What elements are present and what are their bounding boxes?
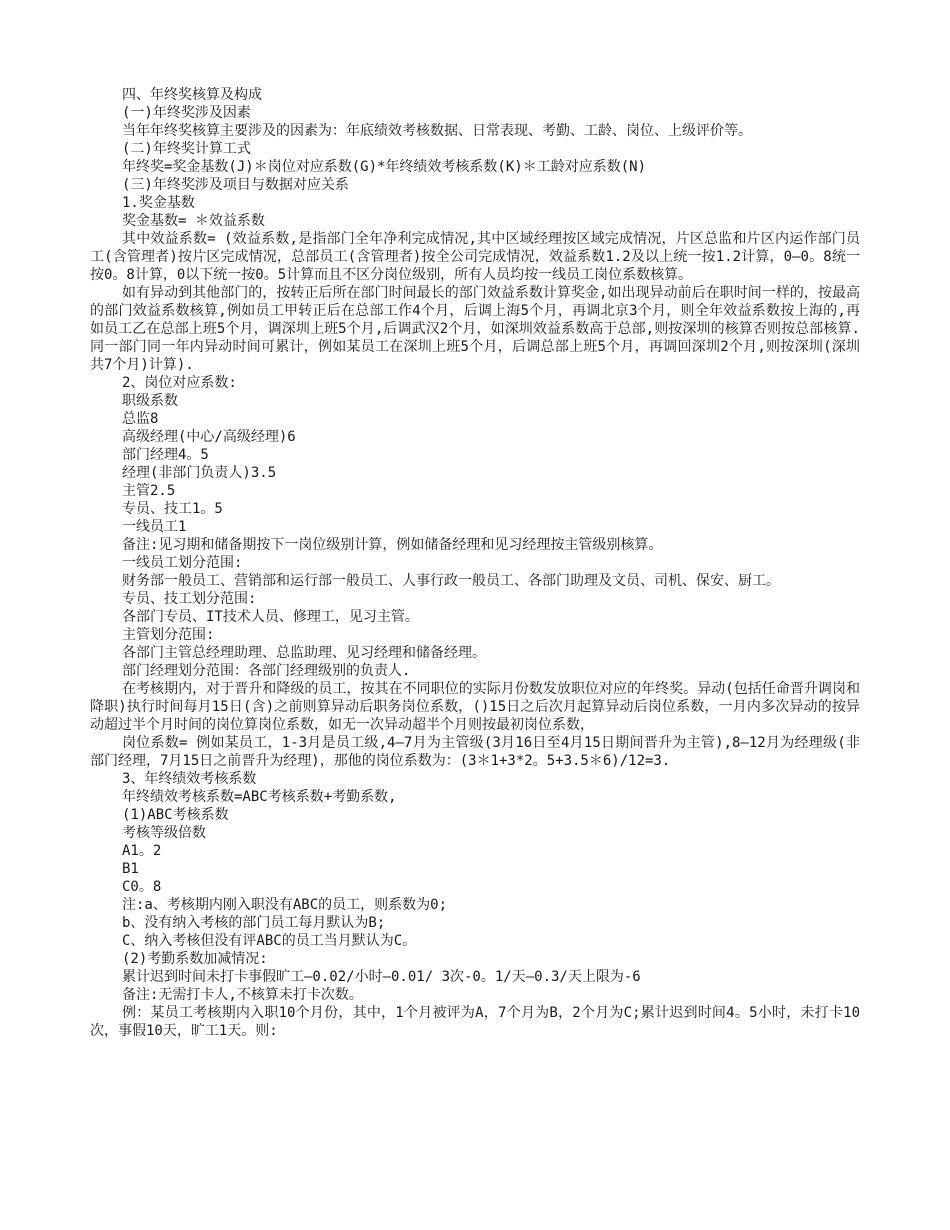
paragraph: 其中效益系数= (效益系数,是指部门全年净利完成情况,其中区域经理按区域完成情况，片区总监和片区内运作部门员工(含管理者)按片区完成情况，总部员工(含管理者)按全公司完成情况，效益系数1.2及以上统一按1.2计算，0—0。8统一按0。8计算，0以下统一按0。5计算而且不区分岗位级别，所有人员均按一线员工岗位系数核算。: [90, 231, 860, 283]
text-line: 累计迟到时间未打卡事假旷工—0.02/小时—0.01/ 3次-0。1/天—0.3/天上限为-6: [122, 969, 641, 985]
text-line: 备注:见习期和储备期按下一岗位级别计算，例如储备经理和见习经理按主管级别核算。: [122, 537, 663, 553]
text-line: 总监8: [122, 411, 159, 427]
text-line: 高级经理(中心/高级经理)6: [122, 429, 296, 445]
text-line: 备注:无需打卡人,不核算未打卡次数。: [122, 987, 363, 1003]
text-line: A1。2: [122, 843, 162, 859]
text-line: 年终绩效考核系数=ABC考核系数+考勤系数,: [122, 789, 397, 805]
subsection-heading: (二)年终奖计算工式: [122, 141, 251, 157]
text-line: B1: [122, 861, 139, 877]
text-line: C0。8: [122, 879, 162, 895]
text-line: 一线员工划分范围:: [122, 555, 243, 571]
text-line: 专员、技工1。5: [122, 501, 223, 517]
text-line: (1)ABC考核系数: [122, 807, 229, 823]
text-line: 部门经理4。5: [122, 447, 209, 463]
section-heading: 四、年终奖核算及构成: [122, 87, 262, 103]
text-line: (2)考勤系数加减情况:: [122, 951, 268, 967]
text-line: 部门经理划分范围：各部门经理级别的负责人.: [122, 663, 411, 679]
text-line: 考核等级倍数: [122, 825, 206, 841]
subsection-heading: (一)年终奖涉及因素: [122, 105, 251, 121]
text-line: 专员、技工划分范围:: [122, 591, 257, 607]
text-line: 主管划分范围:: [122, 627, 215, 643]
paragraph: 例：某员工考核期内入职10个月份，其中，1个月被评为A，7个月为B，2个月为C;累计迟到时间4。5小时，未打卡10次，事假10天，旷工1天。则:: [90, 1005, 860, 1039]
item-heading: 3、年终绩效考核系数: [122, 771, 257, 787]
paragraph: 在考核期内，对于晋升和降级的员工，按其在不同职位的实际月份数发放职位对应的年终奖。异动(包括任命晋升调岗和降职)执行时间每月15日(含)之前则算异动后职务岗位系数，()15日之后次月起算异动后岗位系数，一月内多次异动的按异动超过半个月时间的岗位算岗位系数，如无一次异动超半个月则按最初岗位系数，: [90, 681, 860, 733]
text-line: b、没有纳入考核的部门员工每月默认为B;: [122, 915, 386, 931]
item-heading: 1.奖金基数: [122, 195, 195, 211]
text-line: 职级系数: [122, 393, 178, 409]
formula-line: 年终奖=奖金基数(J)＊岗位对应系数(G)*年终绩效考核系数(K)＊工龄对应系数(N): [122, 159, 647, 175]
text-line: C、纳入考核但没有评ABC的员工当月默认为C。: [122, 933, 417, 949]
document-page: [90, 86, 860, 1040]
text-line: 各部门专员、IT技术人员、修理工，见习主管。: [122, 609, 419, 625]
paragraph: 岗位系数= 例如某员工，1-3月是员工级,4—7月为主管级(3月16日至4月15日期间晋升为主管),8—12月为经理级(非部门经理，7月15日之前晋升为经理)，那他的岗位系数为：(3＊1+3*2。5+3.5＊6)/12=3.: [90, 735, 860, 769]
text-line: 当年年终奖核算主要涉及的因素为：年底绩效考核数据、日常表现、考勤、工龄、岗位、上级评价等。: [122, 123, 752, 139]
subsection-heading: (三)年终奖涉及项目与数据对应关系: [122, 177, 349, 193]
item-heading: 2、岗位对应系数:: [122, 375, 237, 391]
paragraph: 如有异动到其他部门的，按转正后所在部门时间最长的部门效益系数计算奖金,如出现异动前后在职时间一样的，按最高的部门效益系数核算,例如员工甲转正后在总部工作4个月，后调上海5个月，再调北京3个月，则全年效益系数按上海的,再如员工乙在总部上班5个月，调深圳上班5个月,后调武汉2个月，如深圳效益系数高于总部,则按深圳的核算否则按总部核算.同一部门同一年内异动时间可累计，例如某员工在深圳上班5个月，后调总部上班5个月，再调回深圳2个月,则按深圳(深圳共7个月)计算).: [90, 285, 860, 373]
paragraph: 财务部一般员工、营销部和运行部一般员工、人事行政一般员工、各部门助理及文员、司机、保安、厨工。: [122, 573, 780, 589]
text-line: 主管2.5: [122, 483, 176, 499]
formula-line: 奖金基数= ＊效益系数: [122, 213, 265, 229]
text-line: 一线员工1: [122, 519, 187, 535]
text-line: 经理(非部门负责人)3.5: [122, 465, 277, 481]
text-line: 各部门主管总经理助理、总监助理、见习经理和储备经理。: [122, 645, 486, 661]
text-line: 注:a、考核期内刚入职没有ABC的员工，则系数为0;: [122, 897, 447, 913]
